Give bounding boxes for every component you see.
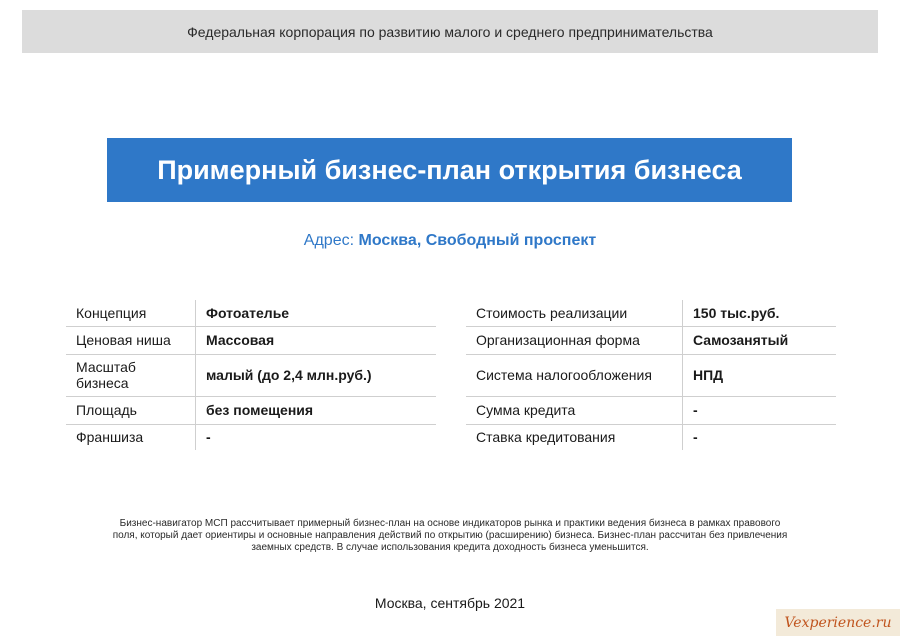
param-label: Сумма кредита — [476, 402, 576, 418]
param-value: малый (до 2,4 млн.руб.) — [196, 354, 437, 396]
param-value: без помещения — [196, 396, 437, 424]
organization-name: Федеральная корпорация по развитию малого и среднего предпринимательства — [187, 23, 713, 40]
table-row — [466, 326, 836, 354]
param-label: Система налогообложения — [476, 367, 652, 383]
param-value: - — [196, 424, 437, 450]
param-label: Ценовая ниша — [76, 332, 171, 348]
watermark-logo — [776, 609, 900, 636]
footer-city-date: Москва, сентябрь 2021 — [374, 595, 526, 611]
table-row — [66, 354, 436, 396]
table-row — [66, 300, 436, 326]
param-label: Ставка кредитования — [476, 429, 616, 446]
param-value: НПД — [683, 354, 837, 396]
watermark-text: Vexperience.ru — [784, 614, 892, 631]
param-value: 150 тыс.руб. — [683, 300, 837, 326]
param-label: Стоимость реализации — [476, 304, 628, 321]
table-row — [66, 396, 436, 424]
address-label: Адрес: — [303, 232, 355, 249]
param-label: Масштаб бизнеса — [76, 359, 136, 391]
param-label: Площадь — [76, 402, 137, 418]
table-row — [466, 300, 836, 326]
business-parameters-table — [66, 300, 436, 450]
address-line — [0, 232, 900, 250]
title-banner — [107, 138, 792, 202]
disclaimer-text: Бизнес-навигатор МСП рассчитывает примерный бизнес-план на основе индикаторов рынка и практики ведения бизнеса в рамках правового поля, который дает ориентиры и основные направления действий по открытию (расширению) бизнеса. Бизнес-план рассчитан без привлечения заемных средств. В случае использования кредита доходность бизнеса уменьшится. — [112, 518, 788, 553]
param-label: Организационная форма — [476, 332, 640, 348]
table-row — [466, 424, 836, 450]
organization-header — [22, 10, 878, 53]
address-value: Москва, Свободный проспект — [358, 232, 597, 249]
param-value: Массовая — [196, 326, 437, 354]
param-value: Фотоателье — [196, 300, 437, 326]
table-row — [466, 354, 836, 396]
page-title: Примерный бизнес-план открытия бизнеса — [157, 154, 742, 185]
param-value: - — [683, 396, 837, 424]
param-label: Концепция — [76, 304, 147, 321]
table-row — [66, 326, 436, 354]
param-value: Самозанятый — [683, 326, 837, 354]
param-label: Франшиза — [76, 429, 144, 446]
table-row — [66, 424, 436, 450]
financial-parameters-table — [466, 300, 836, 450]
table-row — [466, 396, 836, 424]
param-value: - — [683, 424, 837, 450]
